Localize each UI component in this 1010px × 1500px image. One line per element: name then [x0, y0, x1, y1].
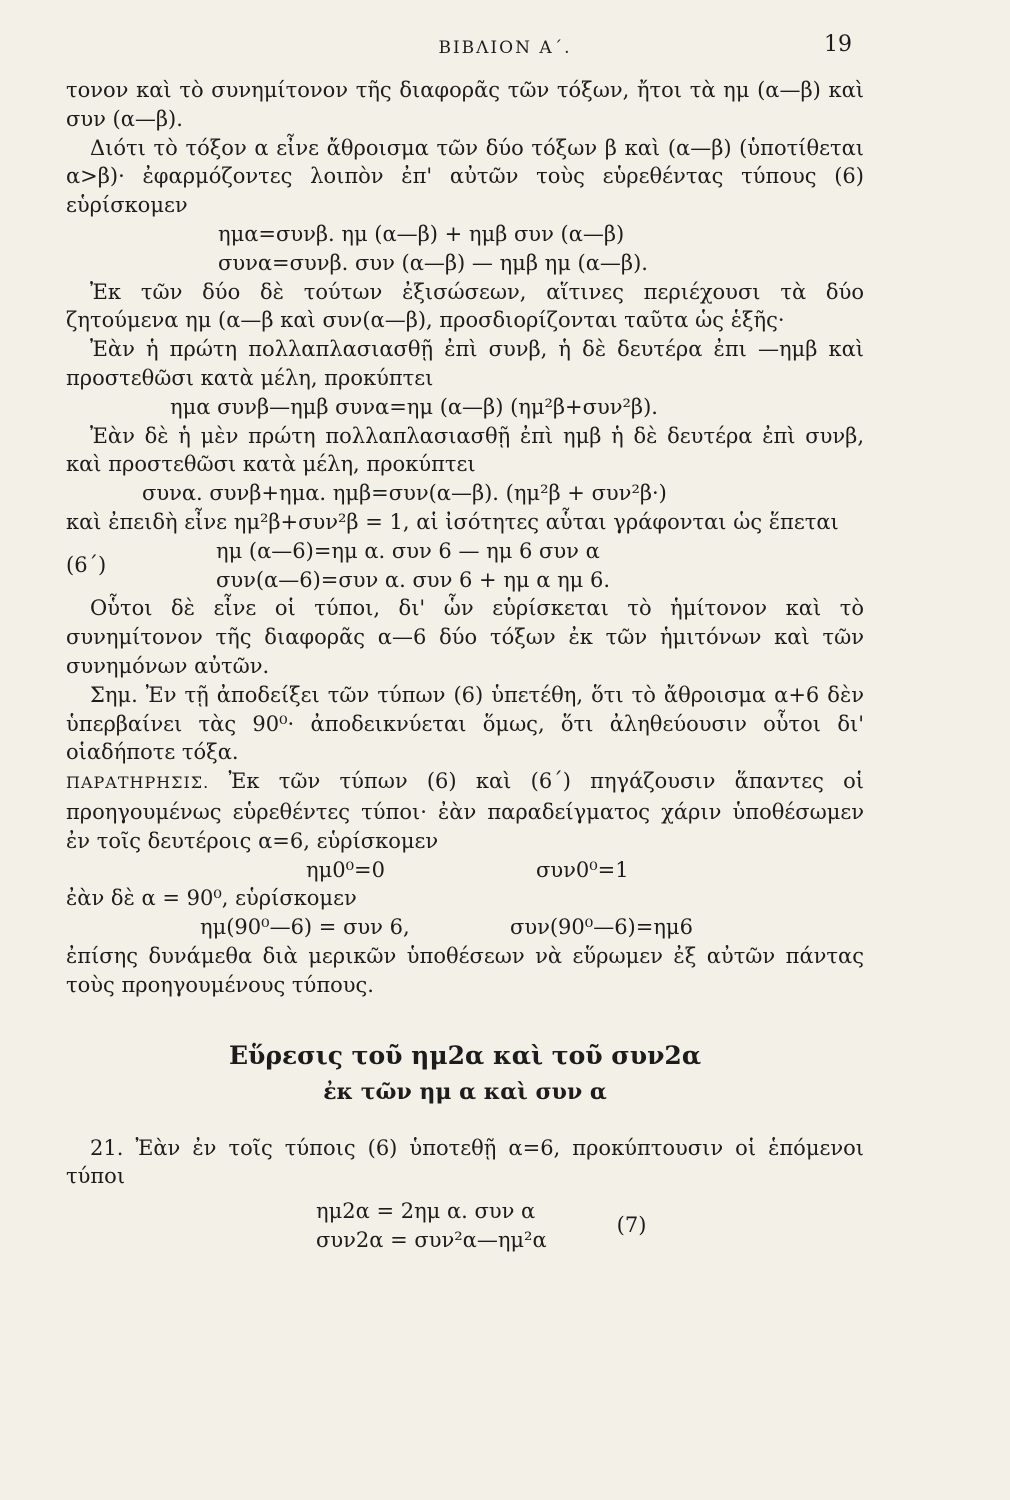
- page-body: [66, 76, 864, 1255]
- paragraph: Οὗτοι δὲ εἶνε οἱ τύποι, δι' ὧν εὑρίσκεται τὸ ἡμίτονον καὶ τὸ συνημίτονον τῆς διαφορᾶς α—6 δύο τόξων ἐκ τῶν ἡμιτόνων καὶ τῶν συνημόνων αὐτῶν.: [66, 596, 864, 678]
- equation-line: συνα=συνβ. συν (α—β) — ημβ ημ (α—β).: [218, 250, 648, 275]
- equation-line: ημα=συνβ. ημ (α—β) + ημβ συν (α—β): [218, 221, 625, 246]
- page-number: 19: [824, 32, 852, 57]
- paragraph: ἐπίσης δυνάμεθα διὰ μερικῶν ὑποθέσεων νὰ εὕρωμεν ἐξ αὐτῶν πάντας τοὺς προηγουμένους τύπους.: [66, 943, 864, 997]
- paragraph: [66, 767, 864, 855]
- page-header: [0, 32, 1010, 62]
- equation-block: [66, 537, 864, 595]
- equation-lines: [216, 537, 610, 595]
- paragraph: Ἐκ τῶν δύο δὲ τούτων ἐξισώσεων, αἵτινες περιέχουσι τὰ δύο ζητούμενα ημ (α—β καὶ συν(α—β), προσδιορίζονται ταῦτα ὡς ἑξῆς·: [66, 279, 864, 333]
- equation-label: (7): [616, 1213, 647, 1238]
- equation-part: ημ0⁰=0: [306, 857, 385, 882]
- equation-line: ημ2α = 2ημ α. συν α: [316, 1199, 536, 1224]
- paragraph: Ἐὰν ἡ πρώτη πολλαπλασιασθῇ ἐπὶ συνβ, ἡ δὲ δευτέρα ἐπι —ημβ καὶ προστεθῶσι κατὰ μέλη, προκύπτει: [66, 337, 864, 390]
- equation-line: συν(α—6)=συν α. συν 6 + ημ α ημ 6.: [216, 567, 611, 592]
- paragraph: Ἐὰν δὲ ἡ μὲν πρώτη πολλαπλασιασθῇ ἐπὶ ημβ ἡ δὲ δευτέρα ἐπὶ συνβ, καὶ προστεθῶσι κατὰ μέλη, προκύπτει: [66, 423, 864, 477]
- equation: ημα συνβ—ημβ συνα=ημ (α—β) (ημ²β+συν²β).: [170, 394, 658, 419]
- equation-lines: [316, 1197, 547, 1255]
- paragraph-text: Ἐκ τῶν τύπων (6) καὶ (6΄) πηγάζουσιν ἅπαντες οἱ προηγουμένως εὑρεθέντες τύποι· ἐὰν παραδείγματος χάριν ὑποθέσωμεν ἐν τοῖς δευτέροις α=6, εὑρίσκομεν: [66, 769, 864, 853]
- paragraph: 21. Ἐὰν ἐν τοῖς τύποις (6) ὑποτεθῇ α=6, προκύπτουσιν οἱ ἑπόμενοι τύποι: [66, 1135, 864, 1189]
- equation-line: ημ (α—6)=ημ α. συν 6 — ημ 6 συν α: [216, 538, 600, 563]
- section-title: Εὕρεσις τοῦ ημ2α καὶ τοῦ συν2α: [228, 1040, 702, 1070]
- section-subtitle: ἐκ τῶν ημ α καὶ συν α: [323, 1078, 607, 1105]
- equation-block: [218, 220, 864, 278]
- paragraph: τονον καὶ τὸ συνημίτονον τῆς διαφορᾶς τῶν τόξων, ἤτοι τὰ ημ (α—β) καὶ συν (α—β).: [66, 78, 864, 131]
- section-heading: [66, 1038, 864, 1110]
- equation-label: (6΄): [66, 553, 107, 578]
- equation-part: ημ(90⁰—6) = συν 6,: [200, 915, 410, 940]
- equation-line: συν2α = συν²α—ημ²α: [316, 1227, 547, 1252]
- running-title: ΒΙΒΛΙΟΝ Α΄.: [438, 38, 572, 58]
- equation: συνα. συνβ+ημα. ημβ=συν(α—β). (ημ²β + συν²β·): [142, 481, 667, 506]
- equation-part: συν(90⁰—6)=ημ6: [510, 915, 693, 940]
- paragraph: ἐὰν δὲ α = 90⁰, εὑρίσκομεν: [66, 886, 357, 911]
- paragraph: Διότι τὸ τόξον α εἶνε ἄθροισμα τῶν δύο τόξων β καὶ (α—β) (ὑποτίθεται α>β)· ἐφαρμόζοντες λοιπὸν ἐπ' αὐτῶν τοὺς εὑρεθέντας τύπους (6) εὑρίσκομεν: [66, 135, 864, 218]
- equation-part: συν0⁰=1: [536, 857, 629, 882]
- equation: [306, 856, 864, 885]
- remark-heading: ΠΑΡΑΤΗΡΗΣΙΣ.: [66, 773, 210, 793]
- paragraph: καὶ ἐπειδὴ εἶνε ημ²β+συν²β = 1, αἱ ἰσότητες αὗται γράφονται ὡς ἕπεται: [66, 509, 839, 534]
- equation-block: [66, 1197, 864, 1255]
- equation: [200, 913, 864, 942]
- paragraph: Σημ. Ἐν τῇ ἀποδείξει τῶν τύπων (6) ὑπετέθη, ὅτι τὸ ἄθροισμα α+6 δὲν ὑπερβαίνει τὰς 90⁰· ἀποδεικνύεται ὅμως, ὅτι ἀληθεύουσιν οὗτοι δι' οἱαδήποτε τόξα.: [66, 682, 864, 765]
